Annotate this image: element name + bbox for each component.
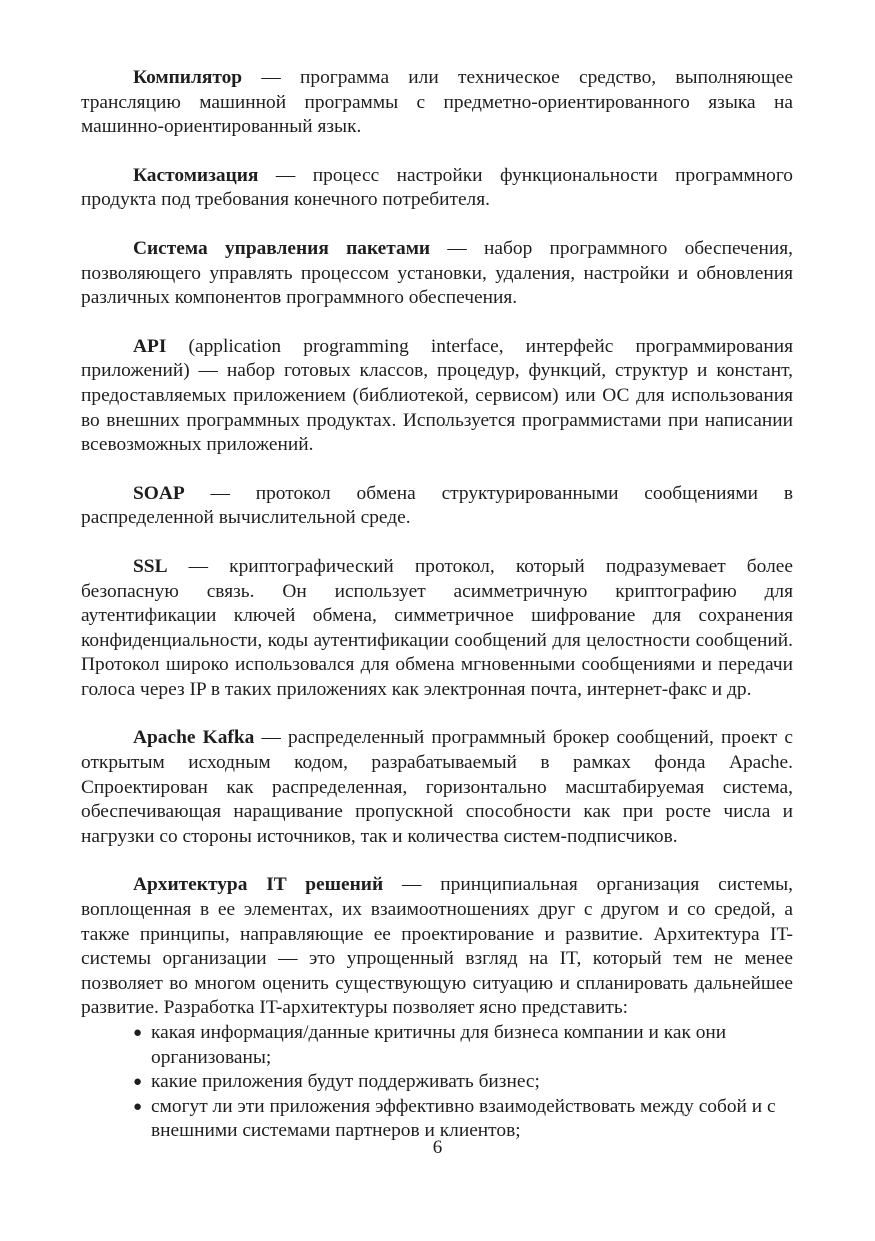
bullet-icon: ● (133, 1025, 143, 1041)
glossary-entry-compiler (81, 66, 793, 140)
bullet-icon: ● (133, 1074, 143, 1091)
term-customization: Кастомизация (133, 164, 259, 186)
definition-package-manager: — набор программного обеспечения, позволяющего управлять процессом установки, удаления, настройки и обновления различных компонентов программного обеспечения. (81, 237, 793, 309)
page-number: 6 (432, 1137, 443, 1158)
list-item (81, 1021, 793, 1070)
term-compiler: Компилятор (133, 67, 243, 88)
term-ssl: SSL (133, 555, 168, 577)
glossary-entry-soap (81, 482, 793, 531)
list-item-text: какая информация/данные критичны для бизнеса компании и как они организованы; (151, 1022, 727, 1068)
term-package-manager: Система управления пакетами (133, 237, 431, 259)
definition-compiler: — программа или техническое средство, выполняющее трансляцию машинной программы с предметно-ориентированного языка на машинно-ориентированный язык. (81, 67, 793, 138)
term-it-architecture: Архитектура IT решений (133, 874, 384, 896)
page-body (81, 66, 793, 1144)
definition-soap: — протокол обмена структурированными сообщениями в распределенной вычислительной среде. (81, 482, 793, 529)
term-soap: SOAP (133, 482, 185, 504)
list-item-text: смогут ли эти приложения эффективно взаимодействовать между собой и с внешними системами партнеров и клиентов; (151, 1095, 776, 1142)
definition-customization: — процесс настройки функциональности программного продукта под требования конечного потребителя. (81, 164, 793, 211)
term-api: API (133, 335, 167, 357)
definition-ssl: — криптографический протокол, который подразумевает более безопасную связь. Он использует асимметричную криптографию для аутентификации ключей обмена, симметричное шифрование для сохранения конфиденциальности, коды аутентификации сообщений для целостности сообщений. Протокол широко использовался для обмена мгновенными сообщениями и передачи голоса через IP в таких приложениях как электронная почта, интернет-факс и др. (81, 555, 793, 700)
glossary-entry-ssl (81, 555, 793, 703)
definition-apache-kafka: — распределенный программный брокер сообщений, проект с открытым исходным кодом, разрабатываемый в рамках фонда Apache. Спроектирован как распределенная, горизонтально масштабируемая система, обеспечивающая наращивание пропускной способности как при росте числа и нагрузки со стороны источников, так и количества систем-подписчиков. (81, 727, 794, 847)
definition-it-architecture: — принципиальная организация системы, воплощенная в ее элементах, их взаимоотношениях друг с другом и со средой, а также принципы, направляющие ее проектирование и развитие. Архитектура IT-системы организации — это упрощенный взгляд на IT, который тем не менее позволяет во многом оценить существующую ситуацию и спланировать дальнейшее развитие. Разработка IT-архитектуры позволяет ясно представить: (81, 874, 793, 1019)
glossary-entry-api (81, 335, 793, 458)
list-item-text: какие приложения будут поддерживать бизнес; (151, 1071, 540, 1093)
bullet-icon: ● (133, 1098, 143, 1115)
definition-api: (application programming interface, интерфейс программирования приложений) — набор готовых классов, процедур, функций, структур и констант, предоставляемых приложением (библиотекой, сервисом) или ОС для использования во внешних программных продуктах. Используется программистами при написании всевозможных приложений. (81, 335, 793, 456)
glossary-entry-package-manager (81, 237, 793, 311)
glossary-entry-apache-kafka (81, 726, 793, 849)
bullet-list (81, 1021, 793, 1144)
glossary-entry-it-architecture (81, 873, 793, 1021)
glossary-entry-customization (81, 164, 793, 213)
list-item (81, 1070, 793, 1095)
term-apache-kafka: Apache Kafka (133, 727, 255, 749)
